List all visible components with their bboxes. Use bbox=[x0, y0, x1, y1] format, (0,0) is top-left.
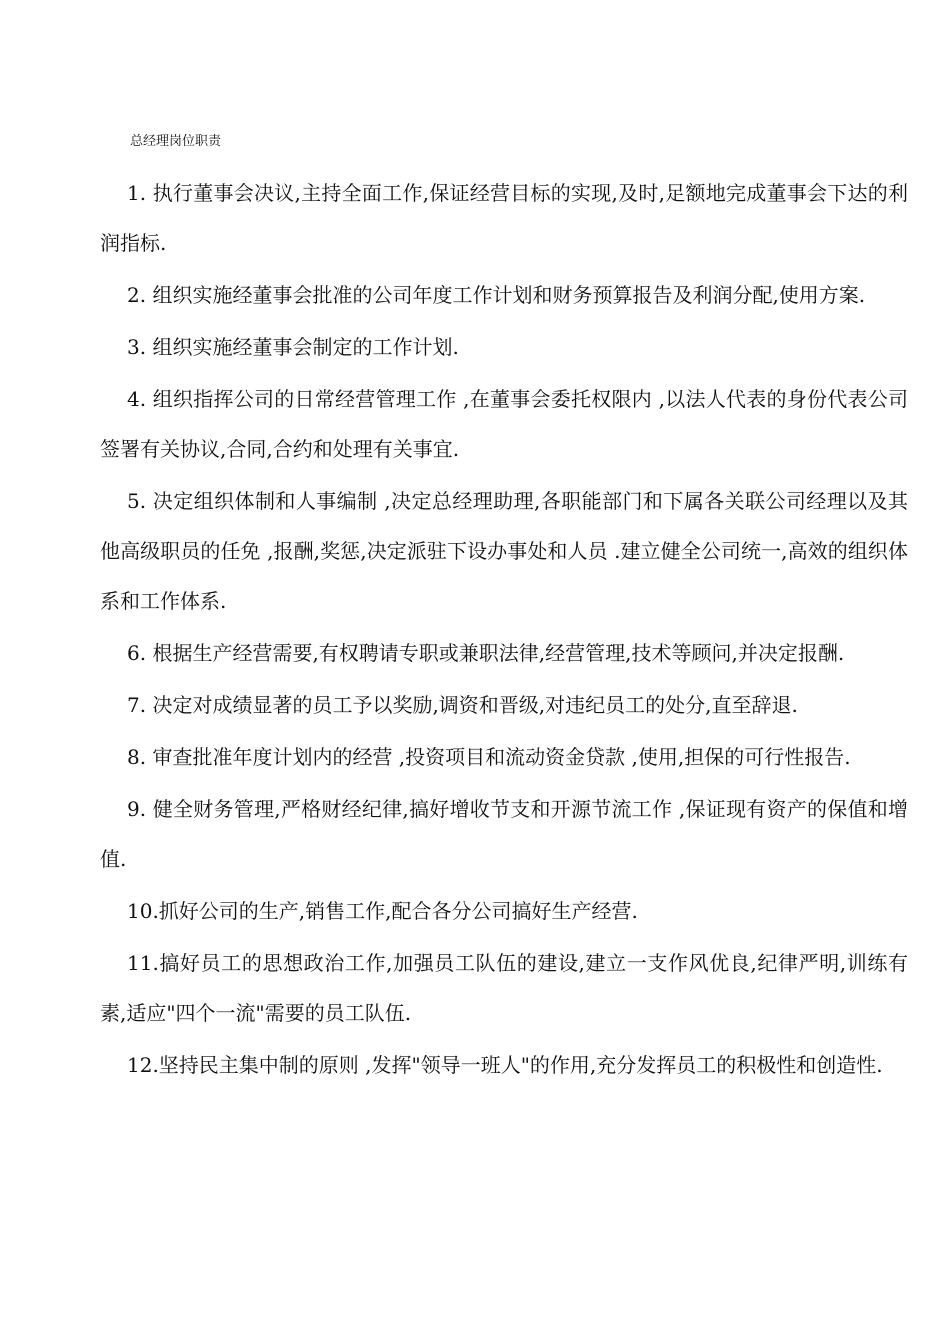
duty-item-8: 8. 审查批准年度计划内的经营 ,投资项目和流动资金贷款 ,使用,担保的可行性报告. bbox=[127, 745, 851, 769]
duty-item-6: 6. 根据生产经营需要,有权聘请专职或兼职法律,经营管理,技术等顾问,并决定报酬. bbox=[127, 641, 845, 665]
duty-item-5: 5. 决定组织体制和人事编制 ,决定总经理助理,各职能部门和下属各关联公司经理以及其他高级职员的任免 ,报酬,奖惩,决定派驻下设办事处和人员 .建立健全公司统一,高效的组织体系和工作体系. bbox=[100, 489, 908, 613]
duty-item-9: 9. 健全财务管理,严格财经纪律,搞好增收节支和开源节流工作 ,保证现有资产的保值和增值. bbox=[100, 797, 908, 871]
document-title: 总经理岗位职责 bbox=[130, 134, 222, 149]
duty-list bbox=[100, 168, 908, 1092]
duty-item-3: 3. 组织实施经董事会制定的工作计划. bbox=[127, 335, 459, 359]
duty-item-10: 10.抓好公司的生产,销售工作,配合各分公司搞好生产经营. bbox=[127, 899, 638, 923]
duty-item-4: 4. 组织指挥公司的日常经营管理工作 ,在董事会委托权限内 ,以法人代表的身份代表公司签署有关协议,合同,合约和处理有关事宜. bbox=[100, 387, 908, 461]
duty-item-7: 7. 决定对成绩显著的员工予以奖励,调资和晋级,对违纪员工的处分,直至辞退. bbox=[127, 693, 798, 717]
duty-item-2: 2. 组织实施经董事会批准的公司年度工作计划和财务预算报告及利润分配,使用方案. bbox=[127, 283, 866, 307]
duty-item-11: 11.搞好员工的思想政治工作,加强员工队伍的建设,建立一支作风优良,纪律严明,训练有素,适应"四个一流"需要的员工队伍. bbox=[100, 951, 908, 1025]
duty-item-1: 1. 执行董事会决议,主持全面工作,保证经营目标的实现,及时,足额地完成董事会下达的利润指标. bbox=[100, 181, 908, 255]
duty-item-12: 12.坚持民主集中制的原则 ,发挥"领导一班人"的作用,充分发挥员工的积极性和创造性. bbox=[127, 1053, 883, 1077]
